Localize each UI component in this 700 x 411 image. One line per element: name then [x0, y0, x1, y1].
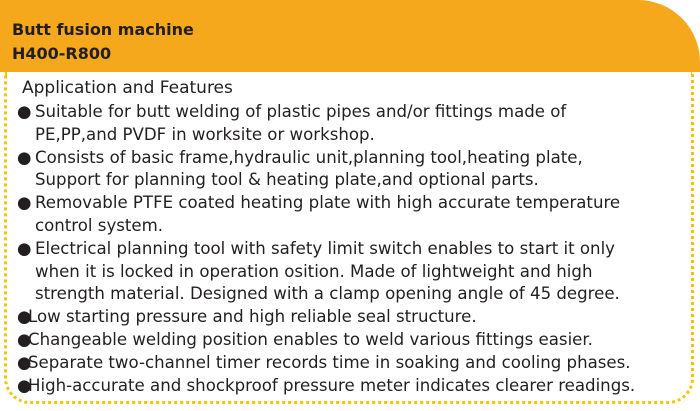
feature-list: [17, 101, 635, 397]
list-item-text: Support for planning tool & heating plate,and optional parts.: [35, 170, 539, 190]
bullet-icon: ●: [17, 102, 32, 121]
list-item-text: High-accurate and shockproof pressure meter indicates clearer readings.: [28, 375, 636, 395]
list-item-text: Suitable for butt welding of plastic pipes and/or fittings made of: [35, 102, 567, 121]
section-heading: Application and Features: [22, 78, 233, 98]
list-item: [17, 101, 635, 147]
list-item: [17, 352, 635, 375]
bullet-icon: ●: [17, 147, 32, 167]
product-model: H400-R800: [12, 44, 112, 63]
list-item: [17, 329, 635, 352]
list-item: [17, 147, 635, 193]
list-item-text: Consists of basic frame,hydraulic unit,planning tool,heating plate,: [35, 147, 583, 167]
list-item-text: Separate two-channel timer records time in soaking and cooling phases.: [28, 352, 631, 372]
list-item-text: PE,PP,and PVDF in worksite or workshop.: [35, 124, 375, 144]
bullet-icon: ●: [17, 238, 32, 258]
list-item-text: Removable PTFE coated heating plate with high accurate temperature: [35, 193, 621, 213]
bullet-icon: ●: [17, 193, 32, 213]
bullet-icon: ●: [17, 329, 32, 349]
list-item-text: when it is locked in operation osition. Made of lightweight and high: [35, 261, 593, 281]
list-item-text: Changeable welding position enables to weld various fittings easier.: [28, 329, 593, 349]
product-title: [12, 18, 194, 66]
list-item-text: strength material. Designed with a clamp opening angle of 45 degree.: [35, 284, 620, 304]
bullet-icon: ●: [17, 352, 32, 372]
list-item: [17, 238, 635, 306]
header-banner: [0, 0, 700, 72]
list-item: [17, 306, 635, 329]
list-item-text: Low starting pressure and high reliable seal structure.: [28, 307, 477, 327]
list-item-text: Electrical planning tool with safety limit switch enables to start it only: [35, 238, 616, 258]
list-item: [17, 375, 635, 398]
list-item-text: control system.: [35, 215, 164, 235]
bullet-icon: ●: [17, 307, 32, 327]
list-item: [17, 192, 635, 238]
bullet-icon: ●: [17, 375, 32, 395]
product-name: Butt fusion machine: [12, 20, 194, 39]
